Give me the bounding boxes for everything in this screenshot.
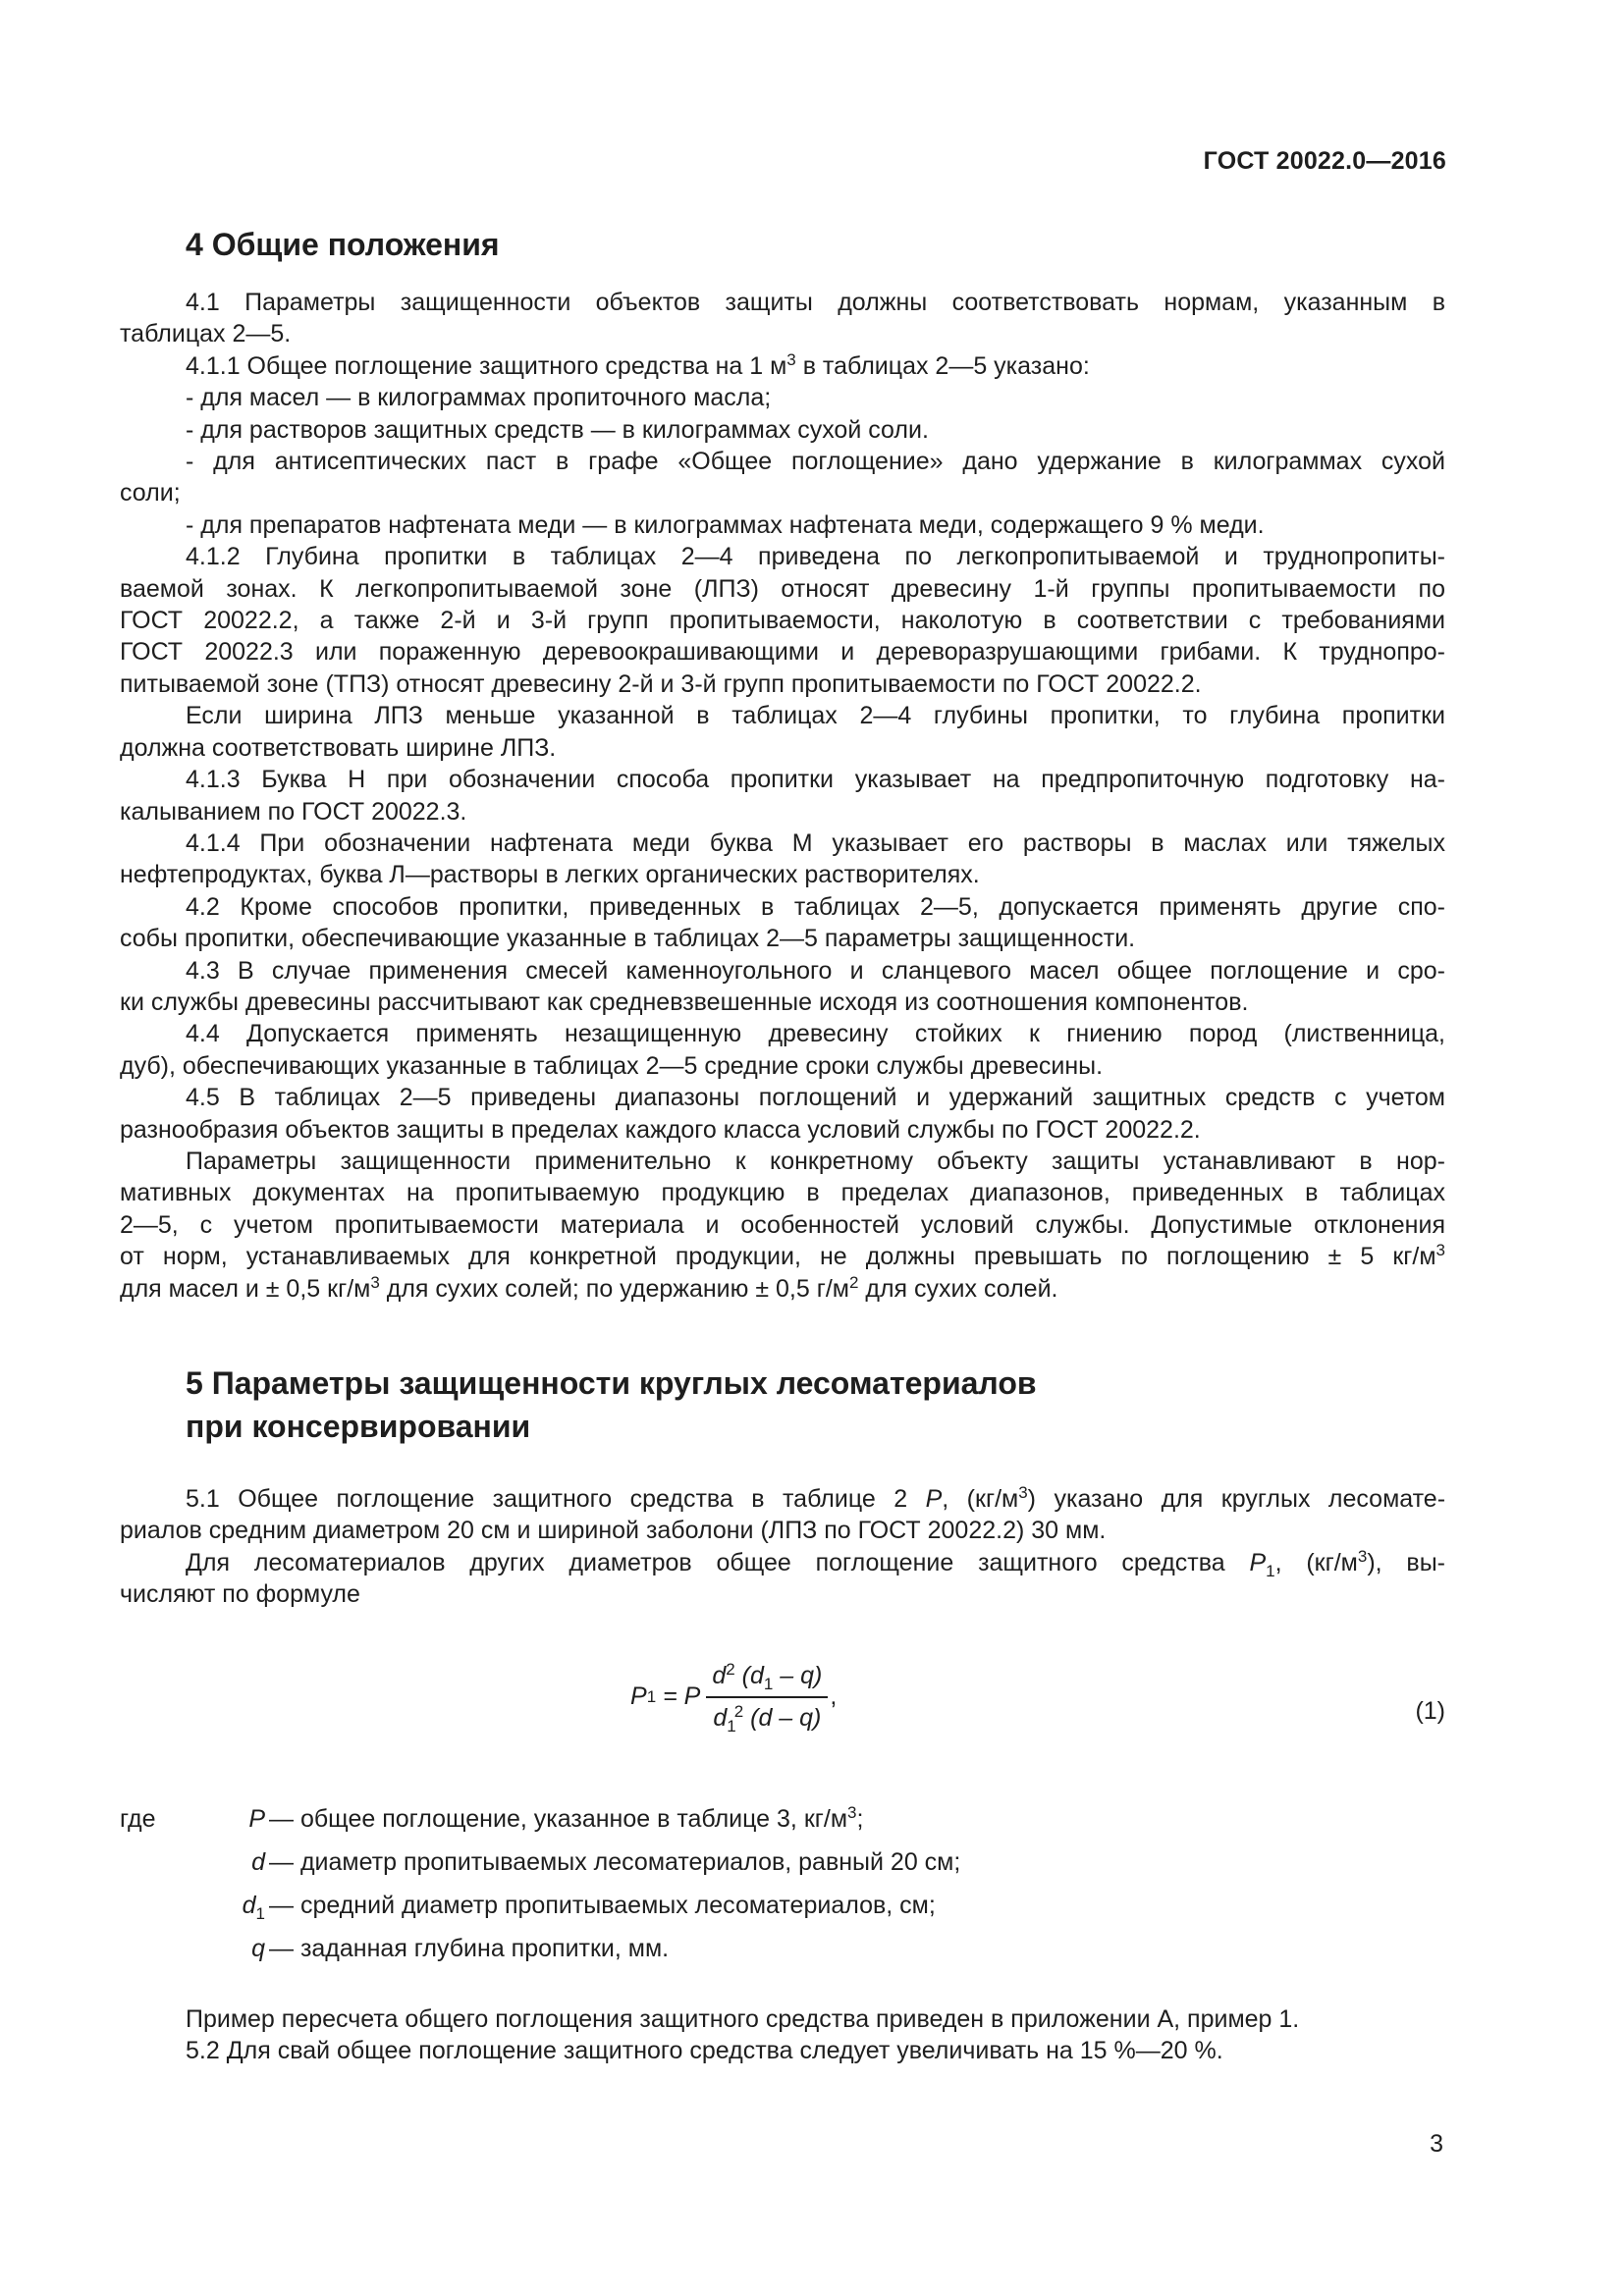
- paragraph-4-5: 4.5 В таблицах 2—5 приведены диапазоны поглощений и удержаний защитных средств с учетом разнообразия объектов защиты в пределах каждого класса условий службы по ГОСТ 20022.2.: [120, 1084, 1445, 1144]
- paragraph-5-1: 5.1 Общее поглощение защитного средства в таблице 2 P, $(кг/м^3)$ указано для круглых лесомате- риалов средним диаметром 20 см и шириной заболони (ЛПЗ по ГОСТ 20022.2) 30 мм.: [120, 1483, 1446, 1545]
- formula-numerator: $d^2$ $(d_1 - q)$: [706, 1662, 828, 1698]
- formula-fraction: [706, 1659, 828, 1735]
- paragraph-4-1-1: 4.1.1 Общее поглощение защитного средства на 1 $м^3$ в таблицах 2—5 указано:: [186, 349, 1090, 380]
- list-item-solutions: - для растворов защитных средств — в килограммах сухой соли.: [186, 415, 929, 444]
- paragraph-protection-parameters: Параметры защищенности применительно к конкретному объекту защиты устанавливают в нор- мативных документах на пропитываемую продукцию в пределах диапазонов, приведенных в таблицах 2—5, с учетом пропитываемости материала и особенностей условий службы. Допустимые отклонения от норм, устанавливаемых для конкретной продукции, не должны превышать по поглощению ± 5 $кг/м^3$ для масел и ± 0,5 $кг/м^3$ для сухих солей; по удержанию ± 0,5 $г/м^2$ для сухих солей.: [120, 1147, 1445, 1303]
- paragraph-example: Пример пересчета общего поглощения защитного средства приведен в приложении А, пример 1.: [186, 2004, 1300, 2033]
- legend-row: $d_1$ — средний диаметр пропитываемых лесоматериалов, см;: [242, 1891, 936, 1923]
- list-item-oils: - для масел — в килограммах пропиточного масла;: [186, 384, 772, 412]
- section-5-title: 5 Параметры защищенности круглых лесоматериалов при консервировании: [186, 1365, 1037, 1444]
- paragraph-4-4: 4.4 Допускается применять незащищенную древесину стойких к гниению пород (лиственница, дуб), обеспечивающих указанные в таблицах 2—5 средние сроки службы древесины.: [120, 1020, 1445, 1080]
- page-content: [120, 224, 1445, 2066]
- paragraph-other-diameters: Для лесоматериалов других диаметров общее поглощение защитного средства $P_1$, $(кг/м^3)$, вы- числяют по формуле: [120, 1546, 1446, 1609]
- formula-p1: P 1 = P $\frac{d^2 (d_1 - q)}{d_1^2 (d - q)}$ ,: [630, 1659, 838, 1735]
- formula-legend: [120, 1797, 1445, 1970]
- formula-block: [120, 1659, 1445, 1770]
- paragraph-4-2: 4.2 Кроме способов пропитки, приведенных в таблицах 2—5, допускается применять другие спо- собы пропитки, обеспечивающие указанные в таблицах 2—5 параметры защищенности.: [120, 892, 1445, 953]
- paragraph-4-1: 4.1 Параметры защищенности объектов защиты должны соответствовать нормам, указанным в таблицах 2—5.: [120, 289, 1445, 348]
- paragraph-5-2: 5.2 Для свай общее поглощение защитного средства следует увеличивать на 15 %—20 %.: [186, 2037, 1223, 2065]
- legend-row: q — заданная глубина пропитки, мм.: [251, 1934, 670, 1962]
- paragraph-4-1-2: 4.1.2 Глубина пропитки в таблицах 2—4 приведена по легкопропитываемой и труднопропиты- ваемой зонах. К легкопропитываемой зоне (ЛПЗ) относят древесину 1-й группы пропитываемости по ГОСТ 20022.2, а также 2-й и 3-й групп пропитываемости, наколотую в соответствии с требованиями ГОСТ 20022.3 или пораженную деревоокрашивающими и дереворазрушающими грибами. К труднопро- питываемой зоне (ТПЗ) относят древесину 2-й и 3-й групп пропитываемости по ГОСТ 20022.2.: [120, 543, 1445, 698]
- paragraph-lpz-width: Если ширина ЛПЗ меньше указанной в таблицах 2—4 глубины пропитки, то глубина пропитки должна соответствовать ширине ЛПЗ.: [120, 702, 1445, 762]
- legend-row: d — диаметр пропитываемых лесоматериалов, равный 20 см;: [251, 1847, 961, 1876]
- page-number: 3: [1430, 2130, 1443, 2158]
- paragraph-4-3: 4.3 В случае применения смесей каменноугольного и сланцевого масел общее поглощение и сро- ки службы древесины рассчитывают как средневзвешенные исходя из соотношения компонентов.: [120, 956, 1445, 1016]
- equation-number: (1): [1415, 1696, 1445, 1725]
- list-item-pastes: - для антисептических паст в графе «Общее поглощение» дано удержание в килограммах сухой соли;: [120, 448, 1445, 507]
- list-item-copper-naphthenate: - для препаратов нафтената меди — в килограммах нафтената меди, содержащего 9 % меди.: [186, 510, 1265, 539]
- legend-row: где P — общее поглощение, указанное в таблице 3, $кг/м^3$;: [120, 1802, 864, 1833]
- formula-denominator: $d_1^2$ (d – q): [713, 1701, 822, 1735]
- paragraph-4-1-3: 4.1.3 Буква Н при обозначении способа пропитки указывает на предпропиточную подготовку на- калыванием по ГОСТ 20022.3.: [120, 766, 1445, 826]
- section-4-title: 4 Общие положения: [186, 227, 500, 262]
- standard-code: ГОСТ 20022.0—2016: [1203, 147, 1446, 175]
- paragraph-4-1-4: 4.1.4 При обозначении нафтената меди буква М указывает его растворы в маслах или тяжелых нефтепродуктах, буква Л—растворы в легких органических растворителях.: [120, 828, 1445, 889]
